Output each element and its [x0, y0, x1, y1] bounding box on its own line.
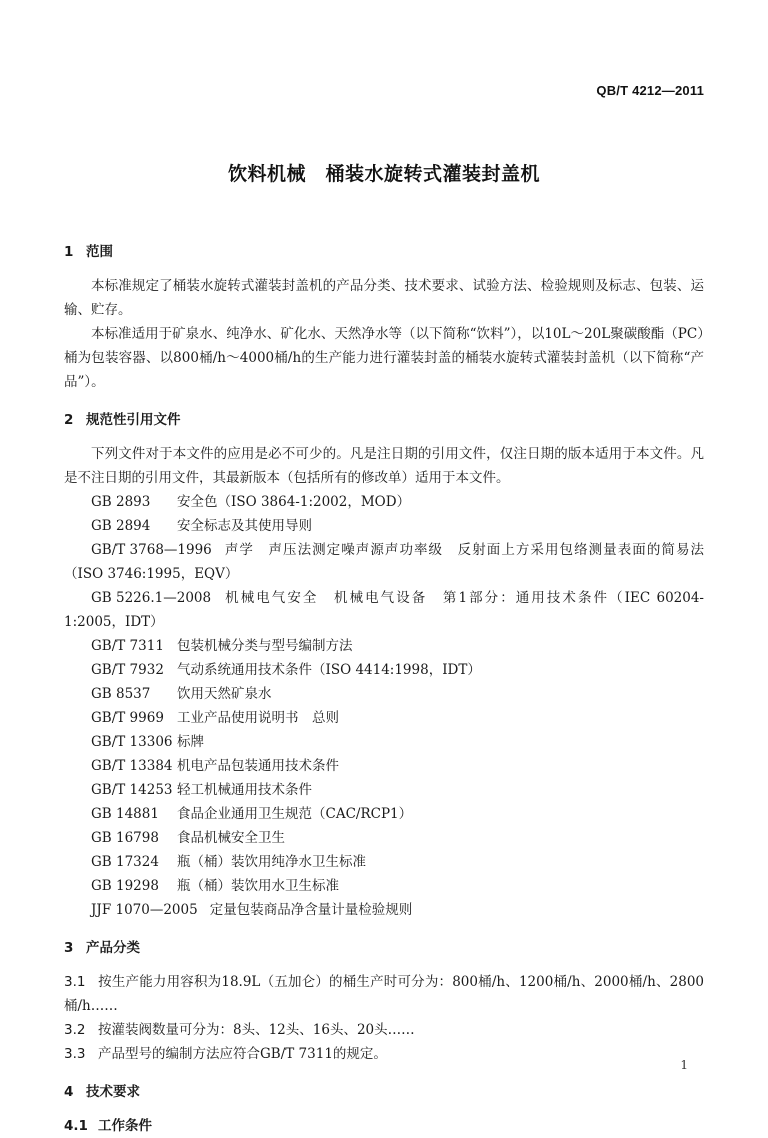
reference-item	[64, 634, 704, 658]
section-title: 范围	[86, 244, 113, 260]
reference-title: 包装机械分类与型号编制方法	[177, 638, 353, 654]
reference-code: GB/T 13384	[91, 758, 173, 774]
reference-item	[64, 850, 704, 874]
reference-code: GB 2894	[91, 518, 151, 534]
clause	[64, 1018, 704, 1042]
reference-title: 食品企业通用卫生规范（CAC/RCP1）	[177, 806, 413, 822]
clause-number: 3.1	[64, 974, 86, 990]
reference-code: GB 19298	[91, 878, 159, 894]
clause-number: 3.2	[64, 1022, 86, 1038]
reference-title: 声学 声压法测定噪声源声功率级 反射面上方采用包络测量表面的简易法（ISO 3746:1995，EQV）	[64, 542, 704, 582]
section-number: 2	[64, 412, 74, 428]
reference-title: 机电产品包装通用技术条件	[177, 758, 339, 774]
reference-code: GB/T 7932	[91, 662, 164, 678]
reference-item	[64, 586, 704, 634]
page-number: 1	[680, 1058, 688, 1072]
reference-code: GB/T 3768—1996	[91, 542, 212, 558]
reference-title: 标牌	[177, 734, 204, 750]
reference-item	[64, 754, 704, 778]
reference-code: GB 17324	[91, 854, 159, 870]
clause	[64, 970, 704, 1018]
section-number: 1	[64, 244, 74, 260]
reference-title: 瓶（桶）装饮用纯净水卫生标准	[177, 854, 366, 870]
reference-item	[64, 490, 704, 514]
reference-code: GB 2893	[91, 494, 151, 510]
clause-text: 按生产能力用容积为18.9L（五加仑）的桶生产时可分为：800桶/h、1200桶/h、2000桶/h、2800桶/h……	[64, 974, 704, 1014]
reference-code: GB/T 9969	[91, 710, 164, 726]
reference-item	[64, 706, 704, 730]
document-body	[64, 240, 704, 1138]
paragraph: 本标准适用于矿泉水、纯净水、矿化水、天然净水等（以下简称“饮料”），以10L～20L聚碳酸酯（PC）桶为包装容器、以800桶/h～4000桶/h的生产能力进行灌装封盖的桶装水旋转式灌装封盖机（以下简称“产品”）。	[64, 326, 704, 390]
clause-number: 4.1	[64, 1118, 88, 1134]
reference-title: 安全色（ISO 3864-1:2002，MOD）	[177, 494, 411, 510]
section-number: 4	[64, 1084, 74, 1100]
standard-code: QB/T 4212—2011	[596, 83, 704, 98]
section-heading-normative-references	[64, 408, 704, 432]
reference-item	[64, 874, 704, 898]
section-heading-scope	[64, 240, 704, 264]
reference-item	[64, 514, 704, 538]
reference-item	[64, 898, 704, 922]
reference-code: GB 8537	[91, 686, 151, 702]
section-heading-technical-requirements	[64, 1080, 704, 1104]
clause-text: 产品型号的编制方法应符合GB/T 7311的规定。	[98, 1046, 387, 1062]
clause-number: 3.3	[64, 1046, 86, 1062]
reference-list	[64, 490, 704, 922]
section-heading-product-classification	[64, 936, 704, 960]
subsection-title: 工作条件	[98, 1118, 152, 1134]
reference-title: 气动系统通用技术条件（ISO 4414:1998，IDT）	[177, 662, 481, 678]
reference-title: 机械电气安全 机械电气设备 第1部分：通用技术条件（IEC 60204-1:2005，IDT）	[64, 590, 704, 630]
reference-code: GB/T 13306	[91, 734, 173, 750]
paragraph: 下列文件对于本文件的应用是必不可少的。凡是注日期的引用文件，仅注日期的版本适用于本文件。凡是不注日期的引用文件，其最新版本（包括所有的修改单）适用于本文件。	[64, 446, 704, 486]
reference-item	[64, 778, 704, 802]
reference-code: GB 16798	[91, 830, 159, 846]
clause	[64, 1042, 704, 1066]
clause-text: 按灌装阀数量可分为：8头、12头、16头、20头……	[98, 1022, 415, 1038]
reference-code: GB/T 7311	[91, 638, 164, 654]
reference-item	[64, 682, 704, 706]
reference-item	[64, 826, 704, 850]
reference-code: GB 14881	[91, 806, 159, 822]
reference-title: 瓶（桶）装饮用水卫生标准	[177, 878, 339, 894]
reference-title: 食品机械安全卫生	[177, 830, 285, 846]
reference-code: GB/T 14253	[91, 782, 173, 798]
reference-title: 定量包装商品净含量计量检验规则	[209, 902, 413, 918]
paragraph: 本标准规定了桶装水旋转式灌装封盖机的产品分类、技术要求、试验方法、检验规则及标志、包装、运输、贮存。	[64, 278, 704, 318]
reference-title: 轻工机械通用技术条件	[177, 782, 312, 798]
reference-title: 安全标志及其使用导则	[177, 518, 312, 534]
reference-item	[64, 658, 704, 682]
reference-item	[64, 802, 704, 826]
reference-item	[64, 730, 704, 754]
reference-item	[64, 538, 704, 586]
reference-title: 工业产品使用说明书 总则	[177, 710, 339, 726]
section-title: 规范性引用文件	[86, 412, 181, 428]
reference-code: GB 5226.1—2008	[91, 590, 212, 606]
reference-code: JJF 1070—2005	[91, 902, 198, 918]
section-number: 3	[64, 940, 74, 956]
subsection-heading-working-conditions	[64, 1114, 704, 1138]
section-title: 技术要求	[86, 1084, 140, 1100]
document-title: 饮料机械 桶装水旋转式灌装封盖机	[227, 163, 540, 185]
reference-title: 饮用天然矿泉水	[177, 686, 272, 702]
section-title: 产品分类	[86, 940, 140, 956]
